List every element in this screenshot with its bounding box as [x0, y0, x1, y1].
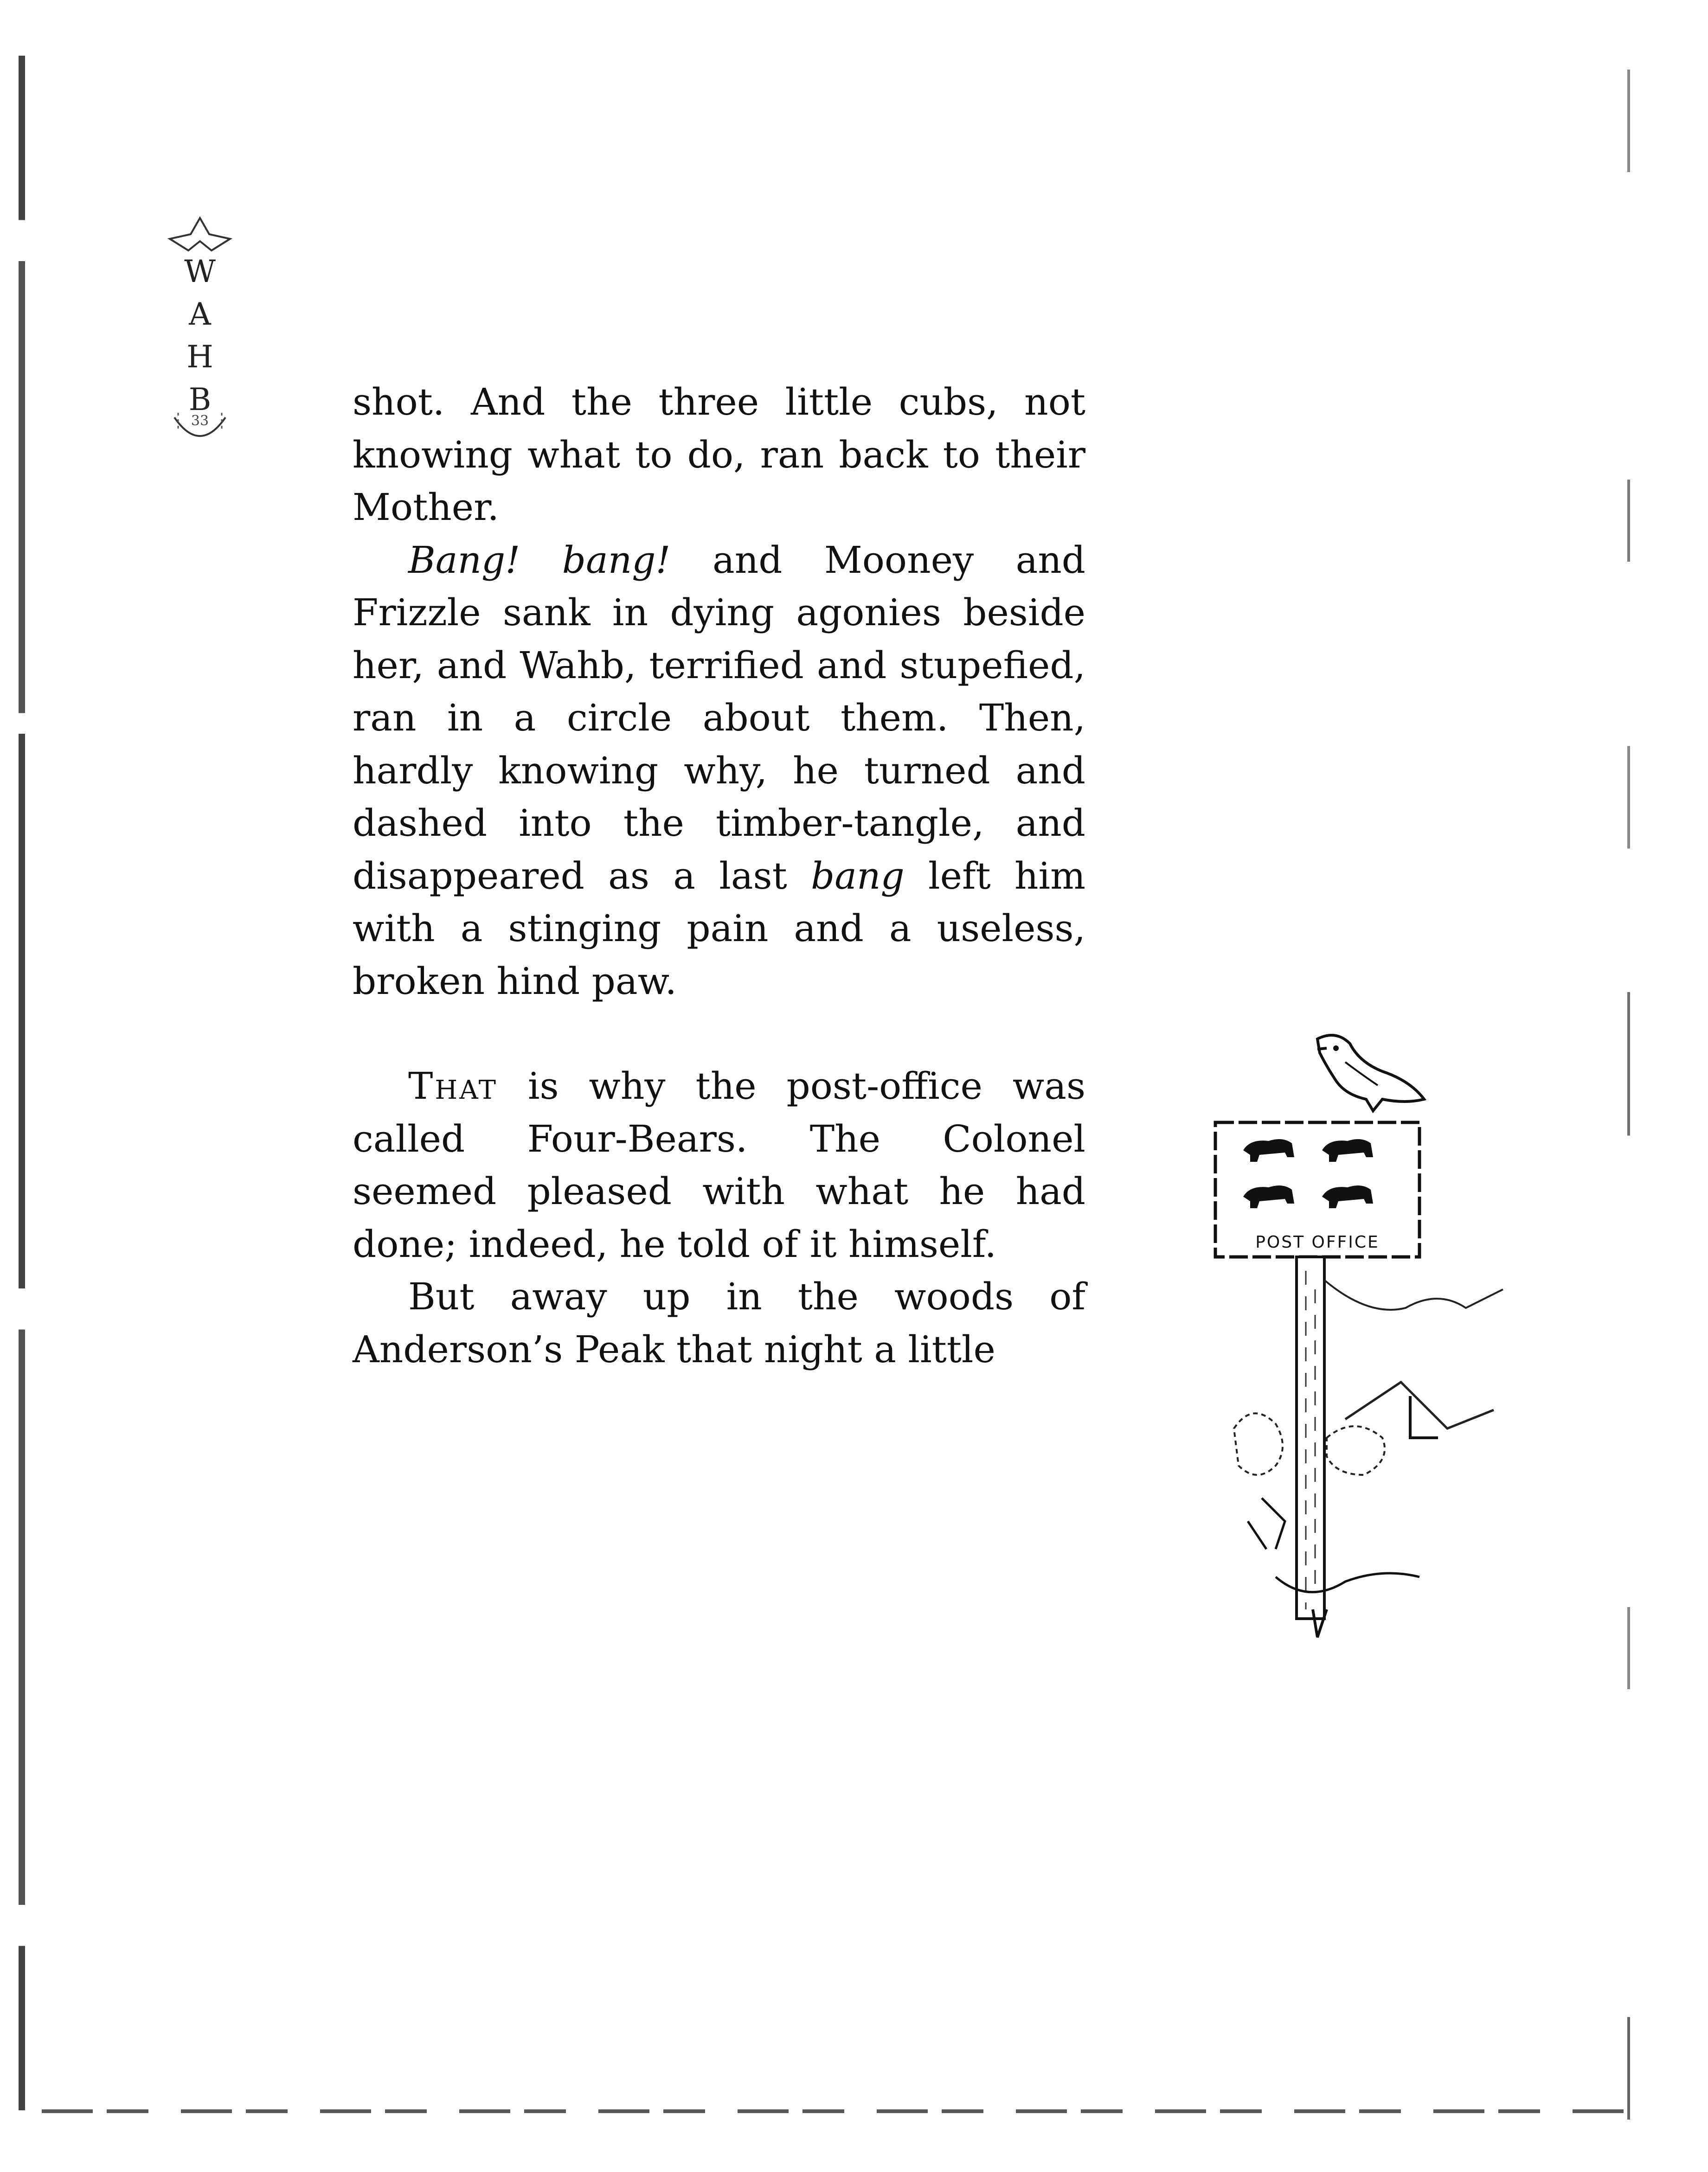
paragraph-2-text-a: and Mooney and Frizzle sank in dying agonies beside her, and Wahb, terrified and stupefied, ran in a circle about them. Then, hardly knowing why, he turned and dashed into the timber-tangle, and disappeared as a last — [353, 538, 1085, 897]
small-caps-lead: That — [408, 1064, 498, 1108]
running-head-letter: B — [188, 382, 212, 417]
running-head-letter: W — [184, 254, 216, 289]
paragraph-2 — [353, 534, 1085, 1008]
post-office-illustration — [1206, 1030, 1531, 1642]
bird-icon — [1317, 1035, 1424, 1111]
paragraph-3 — [353, 1060, 1085, 1270]
sign-text: POST OFFICE — [1255, 1233, 1380, 1252]
running-head-letter: H — [186, 339, 213, 375]
scan-edge-right — [1627, 70, 1630, 2120]
italic-word: bang — [811, 854, 905, 897]
paragraph-1: shot. And the three little cubs, not knowing what to do, ran back to their Mother. — [353, 380, 1085, 529]
running-head — [165, 213, 235, 473]
paragraph-2-text-b: left him with a stinging pain and a useless, broken hind paw. — [353, 854, 1085, 1003]
italic-phrase: Bang! bang! — [408, 538, 671, 582]
body-text — [353, 376, 1085, 1376]
paragraph-3-text: is why the post-office was called Four-Bears. The Colonel seemed pleased with what he had done; indeed, he told of it himself. — [353, 1064, 1085, 1266]
scan-edge-bottom — [42, 2109, 1628, 2113]
page-number: 33 — [191, 413, 209, 429]
signpost-icon — [1206, 1030, 1531, 1642]
scan-edge-left — [19, 56, 25, 2110]
paragraph-4: But away up in the woods of Anderson’s Peak that night a little — [353, 1275, 1085, 1371]
running-head-letter: A — [189, 296, 211, 332]
running-head-letters — [165, 250, 235, 421]
